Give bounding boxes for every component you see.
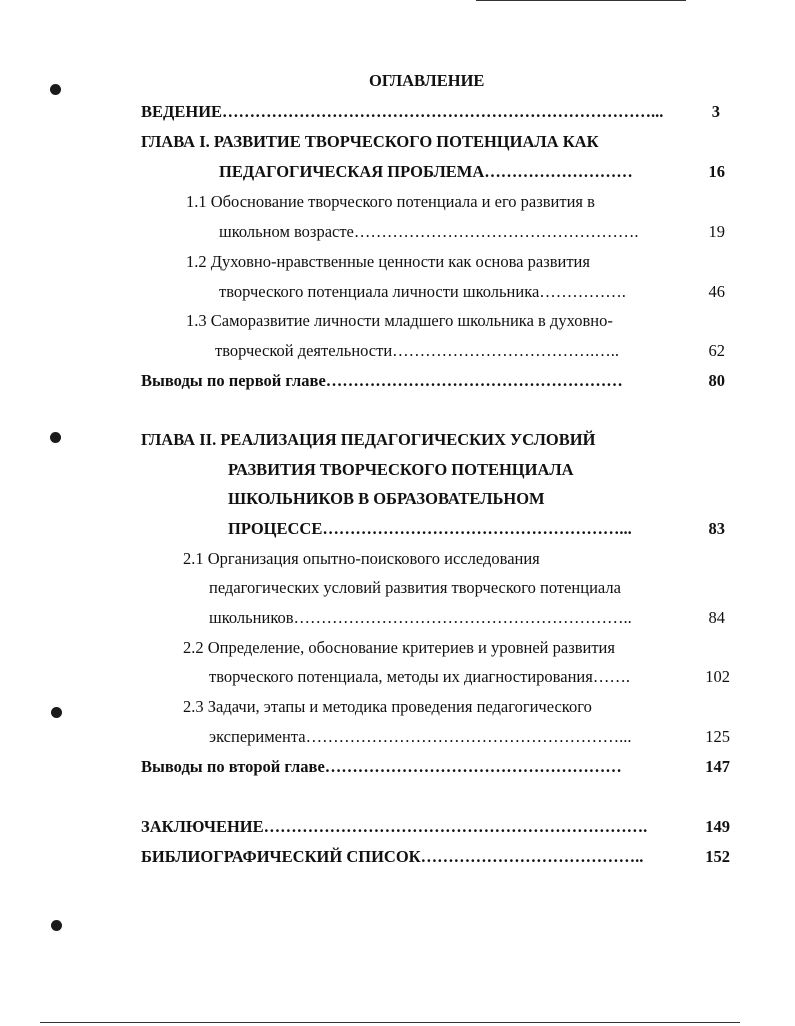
toc-page-number: 19 (708, 222, 725, 241)
toc-page-number: 46 (708, 282, 725, 301)
toc-line: 2.2 Определение, обоснование критериев и уровней развития (183, 638, 615, 657)
toc-page-number: 16 (708, 162, 725, 181)
punch-hole-3 (51, 707, 62, 718)
punch-hole-1 (50, 84, 61, 95)
toc-page-number: 102 (705, 667, 730, 686)
toc-page-number: 80 (708, 371, 725, 390)
toc-page-number: 3 (711, 102, 720, 121)
toc-page-number: 152 (705, 847, 730, 866)
toc-page-number: 62 (708, 341, 725, 360)
toc-line: ГЛАВА I. РАЗВИТИЕ ТВОРЧЕСКОГО ПОТЕНЦИАЛА КАК (141, 132, 599, 151)
toc-line: ПРОЦЕССЕ………………………………………………... (228, 519, 632, 538)
toc-line: творческой деятельности……………………………….….. (215, 341, 620, 360)
toc-line: педагогических условий развития творческого потенциала (209, 578, 621, 597)
bottom-scan-line (40, 1022, 740, 1023)
toc-line: РАЗВИТИЯ ТВОРЧЕСКОГО ПОТЕНЦИАЛА (228, 460, 574, 479)
toc-page-number: 83 (708, 519, 725, 538)
page-title: ОГЛАВЛЕНИЕ (369, 71, 485, 90)
toc-line: ВЕДЕНИЕ……………………………………………………………………... (141, 102, 664, 121)
toc-line: творческого потенциала, методы их диагностирования……. (209, 667, 630, 686)
toc-line: школьном возрасте……………………………………………. (219, 222, 639, 241)
toc-line: Выводы по второй главе……………………………………………… (141, 757, 622, 776)
toc-line: ЗАКЛЮЧЕНИЕ……………………………………………………………. (141, 817, 648, 836)
toc-line: 1.3 Саморазвитие личности младшего школьника в духовно- (186, 311, 613, 330)
toc-page-number: 84 (708, 608, 725, 627)
toc-line: ГЛАВА II. РЕАЛИЗАЦИЯ ПЕДАГОГИЧЕСКИХ УСЛОВИЙ (141, 430, 596, 449)
toc-line: 1.2 Духовно-нравственные ценности как основа развития (186, 252, 590, 271)
toc-line: БИБЛИОГРАФИЧЕСКИЙ СПИСОК………………………………….. (141, 847, 644, 866)
toc-line: ШКОЛЬНИКОВ В ОБРАЗОВАТЕЛЬНОМ (228, 489, 545, 508)
toc-page-number: 149 (705, 817, 730, 836)
punch-hole-4 (51, 920, 62, 931)
toc-line: творческого потенциала личности школьника……………. (219, 282, 626, 301)
toc-page-number: 125 (705, 727, 730, 746)
toc-line: эксперимента…………………………………………………... (209, 727, 632, 746)
toc-line: 1.1 Обоснование творческого потенциала и его развития в (186, 192, 595, 211)
toc-line: ПЕДАГОГИЧЕСКАЯ ПРОБЛЕМА……………………… (219, 162, 633, 181)
toc-line: Выводы по первой главе……………………………………………… (141, 371, 623, 390)
toc-line: 2.3 Задачи, этапы и методика проведения педагогического (183, 697, 592, 716)
punch-hole-2 (50, 432, 61, 443)
toc-line: школьников…………………………………………………….. (209, 608, 632, 627)
top-scan-line (476, 0, 686, 1)
toc-page-number: 147 (705, 757, 730, 776)
toc-line: 2.1 Организация опытно-поискового исследования (183, 549, 540, 568)
